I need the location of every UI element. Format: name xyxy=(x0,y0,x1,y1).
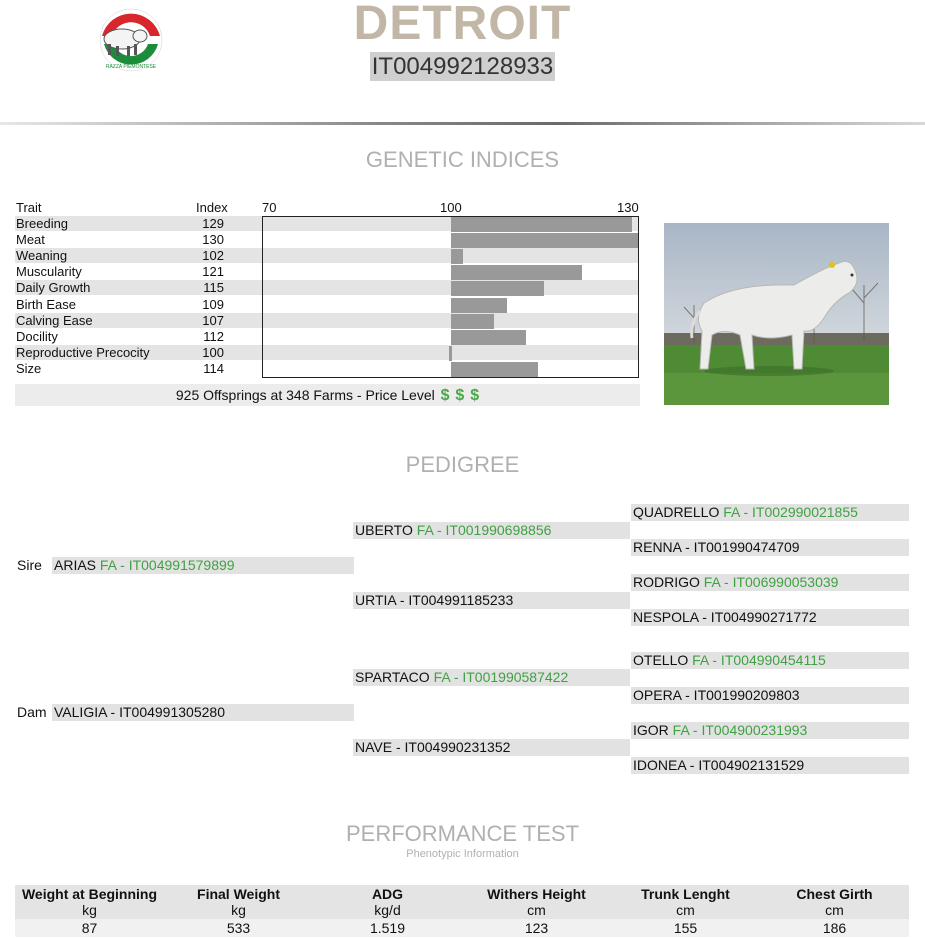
pedigree-sire-dam-name: URTIA - IT004991185233 xyxy=(355,592,514,608)
performance-unit: kg xyxy=(231,902,246,918)
gg-name: RENNA - IT001990474709 xyxy=(633,539,800,555)
index-bar xyxy=(451,298,507,313)
trait-index: 129 xyxy=(202,216,224,231)
trait-name: Weaning xyxy=(16,248,68,264)
index-bar xyxy=(451,281,545,296)
pedigree-dam-name: VALIGIA - IT004991305280 xyxy=(54,704,225,720)
pedigree-great-grandparent xyxy=(631,504,909,521)
pedigree-sire-sire-name: UBERTO xyxy=(355,522,413,538)
pedigree-dam-dam xyxy=(353,739,630,756)
index-bar-chart xyxy=(262,216,639,378)
trait-index: 115 xyxy=(203,280,224,296)
sire-label: Sire xyxy=(17,557,42,573)
performance-unit: kg/d xyxy=(374,902,401,918)
performance-unit: cm xyxy=(676,902,695,918)
pedigree-dam-sire-name: SPARTACO xyxy=(355,669,430,685)
performance-test-title: PERFORMANCE TEST xyxy=(345,821,580,846)
performance-name: Trunk Lenght xyxy=(641,886,730,902)
performance-value: 87 xyxy=(81,920,98,936)
trait-name: Meat xyxy=(16,232,45,248)
trait-index: 100 xyxy=(202,344,224,360)
trait-index: 130 xyxy=(202,232,224,248)
index-column-header: Index xyxy=(196,200,228,215)
pedigree-sire-sire-fa: FA - IT001990698856 xyxy=(416,522,552,538)
bull-code-wrap xyxy=(0,52,925,81)
performance-subtitle: Phenotypic Information xyxy=(406,848,519,860)
scale-min-label: 70 xyxy=(262,200,277,215)
pedigree-great-grandparent xyxy=(631,539,909,556)
trait-index: 109 xyxy=(202,296,224,312)
performance-name: Final Weight xyxy=(197,886,280,902)
performance-value: 533 xyxy=(226,920,251,936)
trait-name: Daily Growth xyxy=(16,280,91,296)
performance-table xyxy=(15,885,909,938)
trait-name: Reproductive Precocity xyxy=(16,344,150,360)
dam-label: Dam xyxy=(17,704,47,720)
genetic-indices-title: GENETIC INDICES xyxy=(365,147,560,172)
pedigree-sire xyxy=(52,557,354,574)
performance-unit: cm xyxy=(825,902,844,918)
trait-name: Size xyxy=(16,360,42,376)
performance-name: Withers Height xyxy=(487,886,586,902)
scale-max-label: 130 xyxy=(617,200,639,215)
trait-name: Birth Ease xyxy=(16,296,76,312)
trait-name: Breeding xyxy=(16,216,69,231)
trait-index: 112 xyxy=(203,328,224,344)
pedigree-great-grandparent xyxy=(631,687,909,704)
offspring-text: 925 Offsprings at 348 Farms - Price Level xyxy=(175,387,435,403)
pedigree-sire-dam xyxy=(353,592,630,609)
index-bar xyxy=(451,330,526,345)
index-bar xyxy=(451,265,582,280)
pedigree-title: PEDIGREE xyxy=(405,452,520,477)
scale-mid-label: 100 xyxy=(440,200,462,215)
trait-name: Docility xyxy=(16,328,58,344)
price-level-icon: $ xyxy=(470,387,480,404)
performance-value: 1.519 xyxy=(369,920,406,936)
trait-name: Muscularity xyxy=(16,264,82,280)
index-bar xyxy=(451,314,495,329)
performance-value: 123 xyxy=(524,920,549,936)
pedigree-sire-sire xyxy=(353,522,630,539)
bull-photo xyxy=(664,223,889,405)
gg-name: RODRIGO xyxy=(633,574,700,590)
index-bar xyxy=(449,346,452,361)
performance-value: 155 xyxy=(673,920,698,936)
trait-index: 107 xyxy=(202,312,224,328)
gg-fa: FA - IT006990053039 xyxy=(703,574,839,590)
gg-fa: FA - IT004900231993 xyxy=(672,722,808,738)
performance-name: Weight at Beginning xyxy=(21,886,158,902)
offspring-info xyxy=(15,384,640,406)
index-bar xyxy=(451,217,632,232)
index-bar xyxy=(451,362,539,377)
pedigree-dam-dam-name: NAVE - IT004990231352 xyxy=(355,739,511,755)
performance-value: 186 xyxy=(822,920,847,936)
pedigree-great-grandparent xyxy=(631,574,909,591)
performance-unit: kg xyxy=(82,902,97,918)
pedigree-dam-sire-fa: FA - IT001990587422 xyxy=(433,669,569,685)
performance-name: ADG xyxy=(371,886,404,902)
trait-index: 102 xyxy=(202,248,224,264)
gg-name: QUADRELLO xyxy=(633,504,720,520)
trait-index: 121 xyxy=(202,264,224,280)
gg-fa: FA - IT004990454115 xyxy=(692,652,826,668)
gg-name: OTELLO xyxy=(633,652,689,668)
gg-fa: FA - IT002990021855 xyxy=(723,504,858,520)
pedigree-great-grandparent xyxy=(631,609,909,626)
gg-name: IDONEA - IT004902131529 xyxy=(633,757,805,773)
header-divider xyxy=(0,122,925,125)
trait-index: 114 xyxy=(203,360,224,376)
gg-name: IGOR xyxy=(633,722,669,738)
index-bar xyxy=(451,249,464,264)
performance-unit: cm xyxy=(527,902,546,918)
gg-name: OPERA - IT001990209803 xyxy=(633,687,800,703)
gg-name: NESPOLA - IT004990271772 xyxy=(633,609,817,625)
price-level-icon: $ xyxy=(455,387,465,404)
pedigree-great-grandparent xyxy=(631,722,909,739)
trait-column-header: Trait xyxy=(16,200,42,215)
pedigree-great-grandparent xyxy=(631,652,909,669)
index-bar xyxy=(451,233,639,248)
pedigree-sire-name: ARIAS xyxy=(54,557,97,573)
logo-text: RAZZA PIEMONTESE xyxy=(105,64,157,70)
trait-name: Calving Ease xyxy=(16,312,93,328)
pedigree-dam xyxy=(52,704,354,721)
price-level-icon: $ xyxy=(440,387,450,404)
bull-code: IT004992128933 xyxy=(371,53,554,80)
pedigree-dam-sire xyxy=(353,669,630,686)
pedigree-sire-fa: FA - IT004991579899 xyxy=(99,557,235,573)
performance-name: Chest Girth xyxy=(796,886,873,902)
pedigree-great-grandparent xyxy=(631,757,909,774)
bull-name: DETROIT xyxy=(353,0,572,50)
